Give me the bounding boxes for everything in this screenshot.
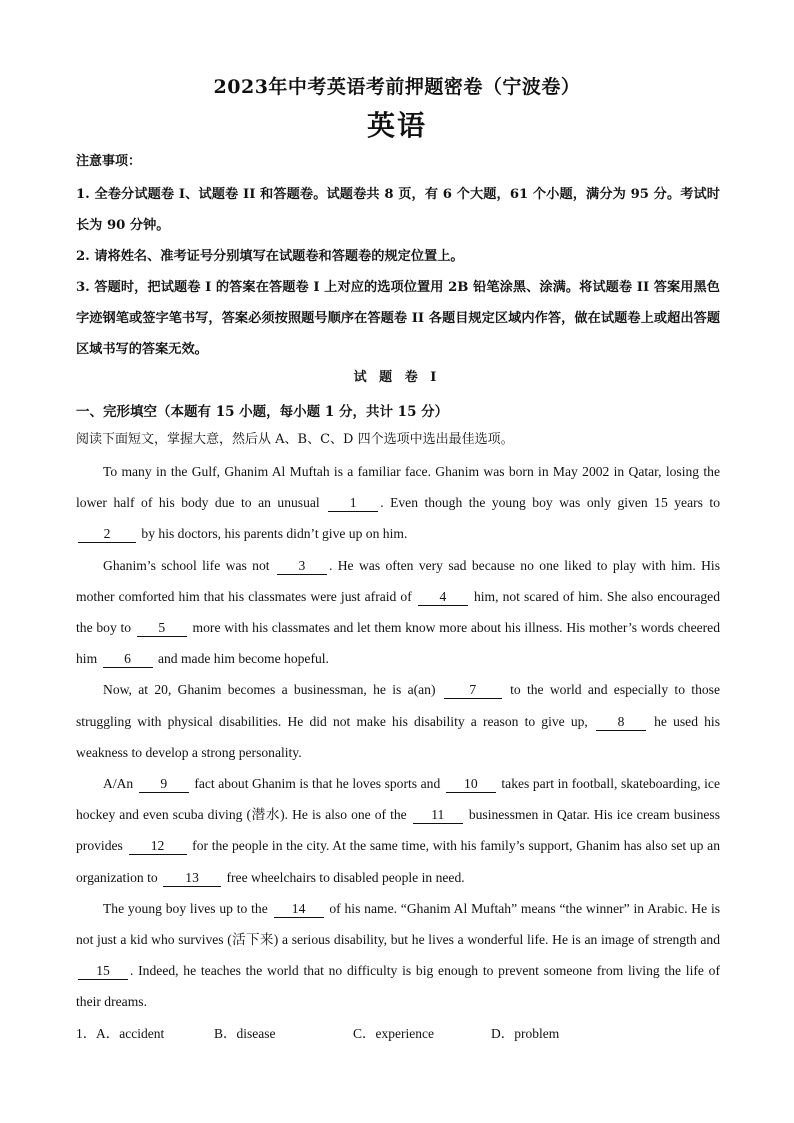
passage-text: more with his classmates and let them know more about his illness. His mother’s words cheered him [76,620,720,667]
passage-text: he used his weakness to develop a strong personality. [76,713,720,760]
question-1-number: 1． [76,1026,97,1041]
passage-text: by his doctors, his parents didn’t give up on him. [138,526,408,542]
blank-14: 14 [274,901,324,918]
blank-9: 9 [139,776,189,793]
passage-text: fact about Ghanim is that he loves sports and [190,776,444,792]
passage-text: A/An [103,776,137,792]
question-1-option-c: C．experience [353,1026,434,1041]
blank-4: 4 [418,589,468,606]
passage-paragraph-1 [76,456,720,550]
part-instruction: 阅读下面短文，掌握大意，然后从 A、B、C、D 四个选项中选出最佳选项。 [76,432,514,447]
question-1-option-d: D．problem [491,1026,560,1041]
blank-1: 1 [328,495,378,512]
note-item-1: 1. 全卷分试题卷 I、试题卷 II 和答题卷。试题卷共 8 页，有 6 个大题，61 个小题，满分为 95 分。考试时长为 90 分钟。 [76,187,720,233]
passage-paragraph-3 [76,674,720,768]
blank-5: 5 [137,620,187,637]
passage-text: him, not scared of him. She also encouraged the boy to [76,588,721,636]
passage-text: takes part in football, skateboarding, ice hockey and even scuba diving (潜水). He is also one of the [76,776,720,823]
passage-paragraph-2 [76,550,720,675]
blank-8: 8 [596,714,646,731]
passage-text: Now, at 20, Ghanim becomes a businessman, he is a(an) [103,682,442,698]
passage-text: and made him become hopeful. [154,651,329,667]
passage-text: . Even though the young boy was only given 15 years to [380,495,720,511]
passage-text: free wheelchairs to disabled people in need. [223,869,465,885]
notes-heading: 注意事项： [76,154,142,169]
passage-paragraph-5 [76,893,720,1018]
note-item-2: 2. 请将姓名、准考证号分别填写在试题卷和答题卷的规定位置上。 [76,249,464,264]
passage-text: for the people in the city. At the same time, with his family’s support, Ghanim has also set up an organization to [76,838,720,885]
note-item-3: 3. 答题时，把试题卷 I 的答案在答题卷 I 上对应的选项位置用 2B 铅笔涂黑、涂满。将试题卷 II 答案用黑色字迹钢笔或签字笔书写，答案必须按照题号顺序在答题卷 II 各题目规定区域内作答，做在试题卷上或超出答题区域书写的答案无效。 [76,280,720,357]
passage-text: To many in the Gulf, Ghanim Al Muftah is a familiar face. Ghanim was born in May 2002 in Qatar, losing the lower half of his body due to an unusual [76,464,720,511]
blank-13: 13 [163,870,221,887]
blank-7: 7 [444,682,502,699]
blank-3: 3 [277,558,327,575]
passage-text: The young boy lives up to the [103,900,272,916]
blank-2: 2 [78,526,136,543]
passage-text: of his name. “Ghanim Al Muftah” means “the winner” in Arabic. He is not just a kid who survives (活下来) a serious disability, but he lives a wonderful life. He is an image of strength and [76,900,721,948]
section-label: 试 题 卷 I [353,370,441,385]
cloze-passage [76,456,720,1018]
part-title: 一、完形填空（本题有 15 小题，每小题 1 分，共计 15 分） [76,404,449,420]
passage-text: . He was often very sad because no one liked to play with him. His mother comforted him that his classmates were just afraid of [76,557,720,604]
question-1-option-b: B．disease [214,1026,276,1041]
question-1-option-a: A．accident [96,1026,165,1041]
blank-6: 6 [103,651,153,668]
passage-text: businessmen in Qatar. His ice cream business provides [76,807,720,854]
exam-title: 2023年中考英语考前押题密卷（宁波卷） [213,76,581,98]
subject-title: 英语 [366,109,427,142]
question-1-options [76,1022,720,1044]
passage-text: to the world and especially to those struggling with physical disabilities. He did not make his disability a reason to give up, [76,682,720,729]
blank-11: 11 [413,807,463,824]
blank-15: 15 [78,963,128,980]
blank-12: 12 [129,838,187,855]
passage-paragraph-4 [76,768,720,893]
blank-10: 10 [446,776,496,793]
passage-text: Ghanim’s school life was not [103,557,275,573]
notes-section [76,150,720,365]
passage-text: . Indeed, he teaches the world that no difficulty is big enough to prevent someone from living the life of their dreams. [76,963,720,1010]
